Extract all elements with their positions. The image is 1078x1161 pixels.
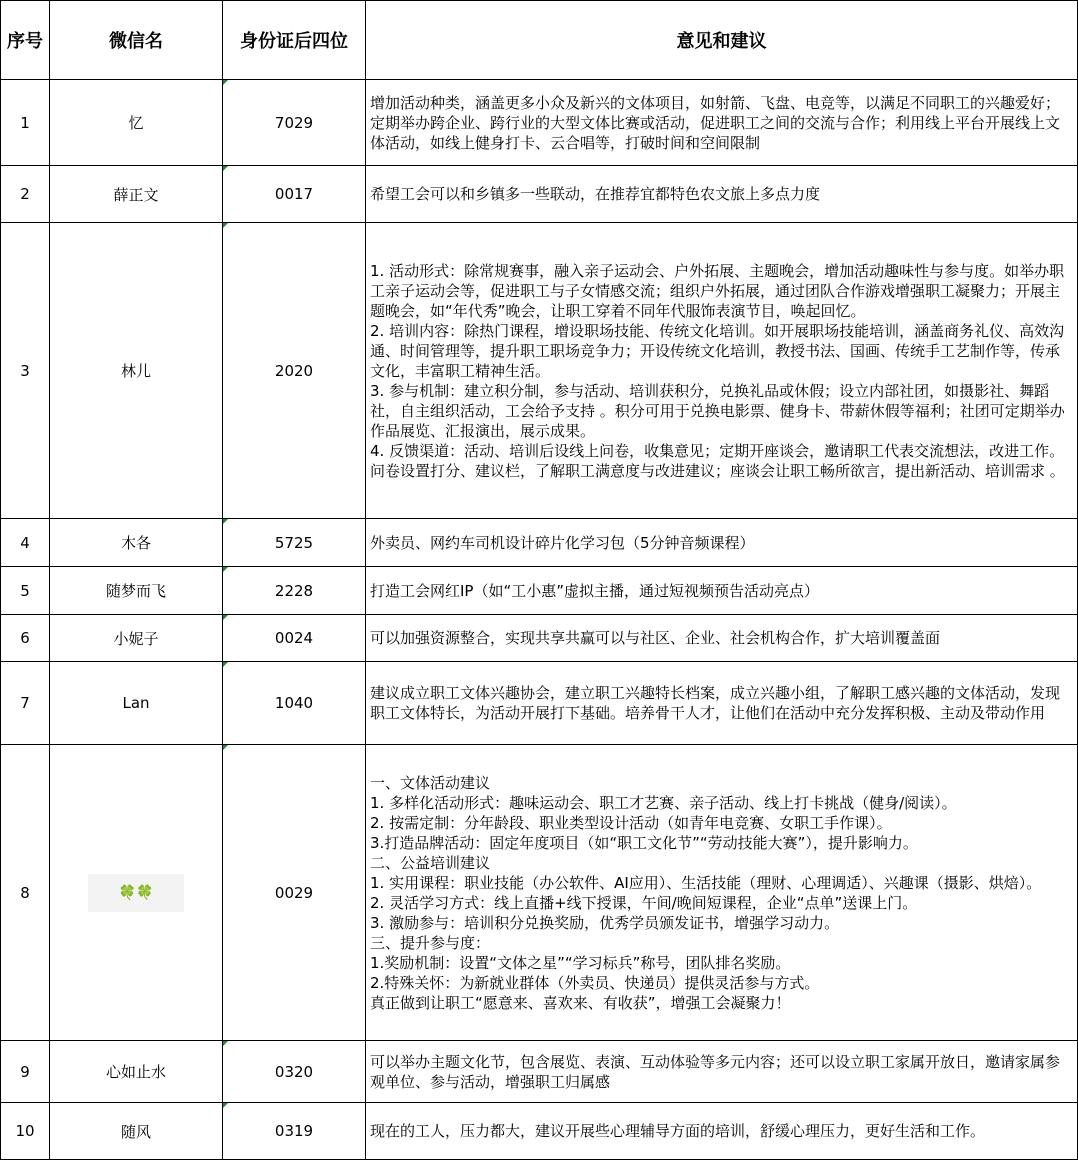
row-number: 8 <box>1 745 50 1041</box>
wechat-name: 忆 <box>50 80 223 166</box>
suggestion-text: 建议成立职工文体兴趣协会，建立职工兴趣特长档案，成立兴趣小组，了解职工感兴趣的文体活动，发现职工文体特长，为活动开展打下基础。培养骨干人才，让他们在活动中充分发挥积极、主动及带动作用 <box>366 662 1078 745</box>
row-number: 1 <box>1 80 50 166</box>
id-last4 <box>223 80 366 166</box>
table-row <box>1 615 1078 662</box>
id-value: 0319 <box>274 1122 314 1140</box>
wechat-name: Lan <box>50 662 223 745</box>
id-last4 <box>223 662 366 745</box>
comment-marker <box>223 519 228 524</box>
table-row <box>1 1041 1078 1103</box>
comment-marker <box>223 80 228 85</box>
id-last4 <box>223 745 366 1041</box>
suggestion-text: 打造工会网红IP（如“工小惠”虚拟主播，通过短视频预告活动亮点） <box>366 567 1078 615</box>
table-row <box>1 662 1078 745</box>
id-value: 2228 <box>274 581 314 600</box>
header-row <box>1 1 1078 80</box>
id-value: 5725 <box>274 533 314 552</box>
comment-marker <box>223 567 228 572</box>
wechat-name: 随梦而飞 <box>50 567 223 615</box>
wechat-name: 薛正文 <box>50 166 223 223</box>
header-wechat-name: 微信名 <box>50 1 223 80</box>
id-last4 <box>223 1103 366 1160</box>
row-number: 9 <box>1 1041 50 1103</box>
table-row <box>1 519 1078 567</box>
id-last4 <box>223 166 366 223</box>
suggestion-text: 一、文体活动建议 1. 多样化活动形式：趣味运动会、职工才艺赛、亲子活动、线上打卡挑战（健身/阅读）。 2. 按需定制：分年龄段、职业类型设计活动（如青年电竞赛、女职工手作课）。 3.打造品牌活动：固定年度项目（如“职工文化节”“劳动技能大赛”），提升影响力。 二、公益培训建议 1. 实用课程：职业技能（办公软件、AI应用）、生活技能（理财、心理调适）、兴趣课（摄影、烘焙）。 2. 灵活学习方式：线上直播+线下授课，午间/晚间短课程，企业“点单”送课上门。 3. 激励参与：培训积分兑换奖励，优秀学员颁发证书，增强学习动力。 三、提升参与度： 1.奖励机制：设置“文体之星”“学习标兵”称号，团队排名奖励。 2.特殊关怀：为新就业群体（外卖员、快递员）提供灵活参与方式。 真正做到让职工“愿意来、喜欢来、有收获”，增强工会凝聚力！ <box>366 745 1078 1041</box>
id-value: 0024 <box>274 629 314 647</box>
row-number: 2 <box>1 166 50 223</box>
suggestion-text: 可以举办主题文化节，包含展览、表演、互动体验等多元内容；还可以设立职工家属开放日，邀请家属参观单位、参与活动，增强职工归属感 <box>366 1041 1078 1103</box>
comment-marker <box>223 662 228 667</box>
clover-emoji: 🍀🍀 <box>88 874 184 912</box>
comment-marker <box>223 615 228 620</box>
table-row <box>1 80 1078 166</box>
table-row <box>1 567 1078 615</box>
row-number: 10 <box>1 1103 50 1160</box>
id-value: 2020 <box>274 361 314 380</box>
header-no: 序号 <box>1 1 50 80</box>
suggestion-text: 1. 活动形式：除常规赛事，融入亲子运动会、户外拓展、主题晚会，增加活动趣味性与参与度。如举办职工亲子运动会等，促进职工与子女情感交流；组织户外拓展，通过团队合作游戏增强职工凝聚力；开展主题晚会，如“年代秀”晚会，让职工穿着不同年代服饰表演节目，唤起回忆。 2. 培训内容：除热门课程，增设职场技能、传统文化培训。如开展职场技能培训，涵盖商务礼仪、高效沟通、时间管理等，提升职工职场竞争力；开设传统文化培训，教授书法、国画、传统手工艺制作等，传承文化，丰富职工精神生活。 3. 参与机制：建立积分制，参与活动、培训获积分，兑换礼品或休假；设立内部社团，如摄影社、舞蹈社，自主组织活动，工会给予支持 。积分可用于兑换电影票、健身卡、带薪休假等福利；社团可定期举办作品展览、汇报演出，展示成果。 4. 反馈渠道：活动、培训后设线上问卷，收集意见；定期开座谈会，邀请职工代表交流想法，改进工作。问卷设置打分、建议栏，了解职工满意度与改进建议；座谈会让职工畅所欲言，提出新活动、培训需求 。 <box>366 223 1078 519</box>
suggestion-text: 外卖员、网约车司机设计碎片化学习包（5分钟音频课程） <box>366 519 1078 567</box>
suggestion-text: 希望工会可以和乡镇多一些联动，在推荐宜都特色农文旅上多点力度 <box>366 166 1078 223</box>
comment-marker <box>223 223 228 228</box>
header-suggestions: 意见和建议 <box>366 1 1078 80</box>
table-row <box>1 223 1078 519</box>
suggestion-text: 增加活动种类，涵盖更多小众及新兴的文体项目，如射箭、飞盘、电竞等，以满足不同职工的兴趣爱好；定期举办跨企业、跨行业的大型文体比赛或活动，促进职工之间的交流与合作；利用线上平台开展线上文体活动，如线上健身打卡、云合唱等，打破时间和空间限制 <box>366 80 1078 166</box>
comment-marker <box>223 1041 228 1046</box>
id-value: 0017 <box>274 185 314 203</box>
wechat-name: 心如止水 <box>50 1041 223 1103</box>
id-last4 <box>223 567 366 615</box>
wechat-name: 随风 <box>50 1103 223 1160</box>
row-number: 4 <box>1 519 50 567</box>
row-number: 3 <box>1 223 50 519</box>
id-value: 0320 <box>274 1062 314 1081</box>
header-id-last4: 身份证后四位 <box>223 1 366 80</box>
wechat-name: 林儿 <box>50 223 223 519</box>
suggestion-text: 可以加强资源整合，实现共享共赢可以与社区、企业、社会机构合作，扩大培训覆盖面 <box>366 615 1078 662</box>
table-row <box>1 1103 1078 1160</box>
wechat-name <box>50 745 223 1041</box>
row-number: 5 <box>1 567 50 615</box>
comment-marker <box>223 1103 228 1108</box>
id-value: 1040 <box>274 694 314 712</box>
wechat-name: 木各 <box>50 519 223 567</box>
id-last4 <box>223 615 366 662</box>
id-last4 <box>223 519 366 567</box>
id-value: 0029 <box>274 883 314 902</box>
comment-marker <box>223 745 228 750</box>
suggestion-text: 现在的工人，压力都大，建议开展些心理辅导方面的培训，舒缓心理压力，更好生活和工作。 <box>366 1103 1078 1160</box>
table-row <box>1 166 1078 223</box>
table-row <box>1 745 1078 1041</box>
id-last4 <box>223 223 366 519</box>
id-last4 <box>223 1041 366 1103</box>
id-value: 7029 <box>274 113 314 132</box>
wechat-name: 小妮子 <box>50 615 223 662</box>
comment-marker <box>223 166 228 171</box>
row-number: 6 <box>1 615 50 662</box>
row-number: 7 <box>1 662 50 745</box>
